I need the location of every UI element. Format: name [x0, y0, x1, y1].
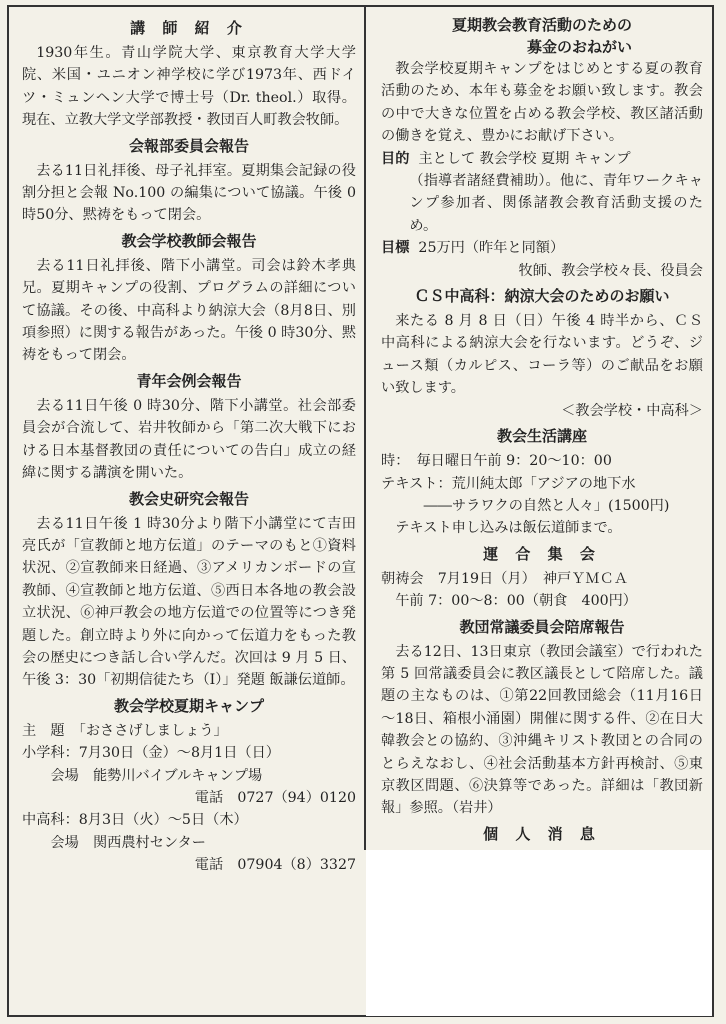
section-title-teachers-meeting: 教会学校教師会報告	[121, 231, 257, 250]
purpose-label: 目的	[381, 150, 410, 167]
course-text-b: ――サラワクの自然と人々」(1500円)	[423, 497, 670, 514]
course-signup: テキスト申し込みは飯伝道師まで。	[395, 520, 622, 537]
section-body-history-study: 去る11日午後 1 時30分より階下小講堂にて吉田亮氏が「宣教師と地方伝道」のテーマのもと①資料状況、②宣教師来日経過、③アメリカンボードの宣教師、④宣教師と地方伝道、⑤西日本各地の教会設立状況、⑥神戸教会の地方伝道での位置等につき発題した。創立時より外に向かって伝道力をもった教会の歴史につき話し合い学んだ。次回は 9 月 5 日、午後 3：30「初期信徒たち（Ⅰ）」発題 飯謙伝道師。	[22, 515, 356, 689]
cs-festival-signer: ＜教会学校・中高科＞	[561, 402, 703, 419]
course-text-a: テキスト：荒川純太郎「アジアの地下水	[381, 475, 636, 492]
fundraising-signer: 牧師、教会学校々長、役員会	[518, 262, 703, 279]
joint-meeting-line2: 午前 7：00～8：00（朝食 400円）	[395, 593, 637, 610]
camp-elementary-phone: 電話 0727（94）0120	[194, 789, 356, 806]
right-column	[381, 14, 703, 848]
section-title-church-life-course: 教会生活講座	[496, 427, 587, 446]
section-body-teachers-meeting: 去る11日礼拝後、階下小講堂。司会は鈴木孝典兄。夏期キャンプの役割、プログラムの詳細について協議。その後、中高科より納涼大会（8月8日、別項参照）に関する報告があった。午後 0 時30分、黙祷をもって閉会。	[22, 257, 356, 364]
camp-theme: 主 題 「おささげしましょう」	[22, 722, 228, 739]
camp-highschool-venue: 会場 関西農村センター	[50, 834, 206, 851]
left-column	[22, 14, 356, 877]
section-title-fundraising-a: 夏期教会教育活動のための	[451, 16, 632, 34]
target-label: 目標	[381, 240, 410, 257]
section-title-history-study: 教会史研究会報告	[128, 489, 249, 508]
target-text: 25万円（昨年と同額）	[418, 240, 565, 257]
section-title-cs-festival: ＣＳ中高科：納涼大会のためのお願い	[414, 287, 670, 306]
camp-highschool-dates: 中高科：8月3日（火）～5日（木）	[22, 812, 248, 829]
section-title-joint-meeting: 運 合 集 会	[483, 544, 601, 563]
section-title-newsletter-committee: 会報部委員会報告	[128, 136, 249, 155]
column-divider	[364, 5, 366, 850]
purpose-text-a: 主として 教会学校 夏期 キャンプ	[418, 150, 631, 167]
section-title-fundraising-b: 募金のおねがい	[526, 38, 632, 56]
section-title-personal-news: 個 人 消 息	[483, 824, 601, 843]
section-title-lecturer: 講 師 紹 介	[130, 19, 248, 37]
section-title-youth-meeting: 青年会例会報告	[136, 371, 242, 390]
section-body-standing-committee: 去る12日、13日東京（教団会議室）で行われた第 5 回常議委員会に教区議長として陪席した。議題の主なものは、①第22回教団総会（11月16日～18日、箱根小涌園）開催に関する件、②在日大韓教会との協約、③沖縄キリスト教団との合同のとらえなおし、④社会活動基本方針再検討、⑤東京教区問題、⑥決算等であった。詳細は「教団新報」参照。（岩井）	[381, 643, 703, 817]
section-body-fundraising: 教会学校夏期キャンプをはじめとする夏の教育活動のため、本年も募金をお願い致します。教会の中で大きな位置を占める教会学校、教区諸活動の働きを覚え、豊かにお献げ下さい。	[381, 61, 703, 145]
section-body-cs-festival: 来たる 8 月 8 日（日）午後 4 時半から、ＣＳ中高科による納涼大会を行ないます。どうぞ、ジュース類（カルピス、コーラ等）のご献品をお願い致します。	[381, 313, 703, 397]
camp-highschool-phone: 電話 07904（8）3327	[194, 857, 356, 874]
purpose-text-b: （指導者諸経費補助）。他に、青年ワークキャンプ参加者、関係諸教会教育活動支援のため。	[409, 173, 703, 234]
section-body-lecturer: 1930年生。青山学院大学、東京教育大学大学院、米国・ユニオン神学校に学び1973年、西ドイツ・ミュンヘン大学で博士号（Dr. theol.）取得。現在、立教大学文学部教授・教団百人町教会牧師。	[22, 45, 356, 129]
section-title-summer-camp: 教会学校夏期キャンプ	[113, 696, 264, 715]
camp-elementary-dates: 小学科：7月30日（金）～8月1日（日）	[22, 745, 280, 762]
section-body-youth-meeting: 去る11日午後 0 時30分、階下小講堂。社会部委員会が合流して、岩井牧師から「第二次大戦下における日本基督教団の責任についての告白」成立の経緯に関する講演を開いた。	[22, 397, 356, 482]
section-body-newsletter-committee: 去る11日礼拝後、母子礼拝室。夏期集会記録の役割分担と会報 No.100 の編集について協議。午後 0 時50分、黙祷をもって閉会。	[22, 162, 356, 224]
course-time: 時： 毎日曜日午前 9：20～10：00	[381, 453, 612, 470]
joint-meeting-line1: 朝祷会 7月19日（月） 神戸ＹＭＣＡ	[381, 570, 628, 587]
section-title-standing-committee: 教団常議委員会陪席報告	[459, 617, 625, 636]
camp-elementary-venue: 会場 能勢川バイブルキャンプ場	[50, 767, 263, 784]
blank-area	[366, 850, 712, 1016]
